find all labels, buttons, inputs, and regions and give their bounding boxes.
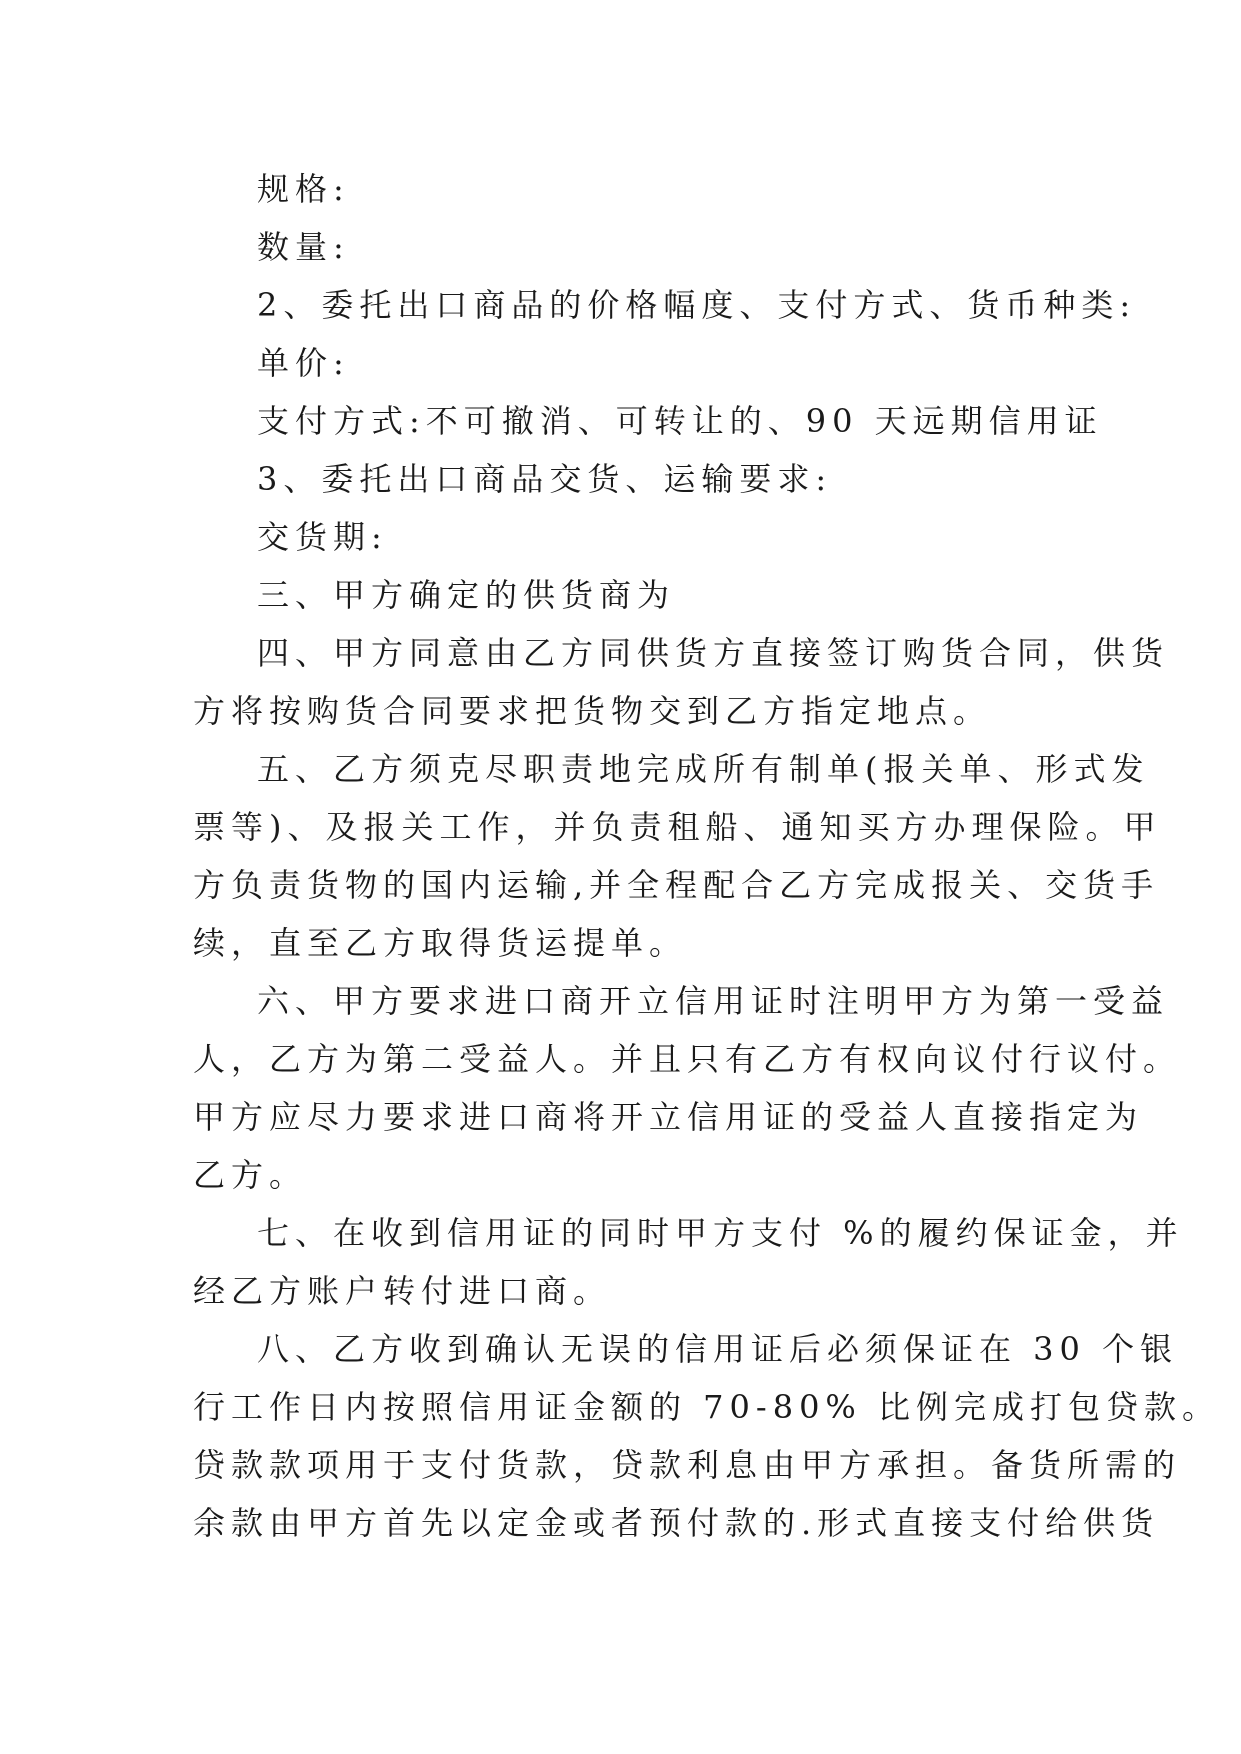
text-line: 余款由甲方首先以定金或者预付款的.形式直接支付给供货: [193, 1504, 1160, 1542]
text-line: 3、委托出口商品交货、运输要求:: [257, 460, 833, 498]
text-line: 行工作日内按照信用证金额的 70-80% 比例完成打包贷款。: [193, 1388, 1221, 1426]
text-line: 经乙方账户转付进口商。: [193, 1272, 612, 1310]
text-line: 单价:: [257, 344, 350, 382]
text-line: 方将按购货合同要求把货物交到乙方指定地点。: [193, 692, 992, 730]
paragraph-start: 六、甲方要求进口商开立信用证时注明甲方为第一受益: [257, 982, 1170, 1020]
text-line: 2、委托出口商品的价格幅度、支付方式、货币种类:: [257, 286, 1137, 324]
paragraph-start: 五、乙方须克尽职责地完成所有制单(报关单、形式发: [257, 750, 1150, 788]
text-line: 人，乙方为第二受益人。并且只有乙方有权向议付行议付。: [193, 1040, 1182, 1078]
text-line: 票等)、及报关工作，并负责租船、通知买方办理保险。甲: [193, 808, 1162, 846]
text-line: 方负责货物的国内运输,并全程配合乙方完成报关、交货手: [193, 866, 1160, 904]
text-line: 规格:: [257, 170, 350, 208]
text-line: 乙方。: [193, 1156, 308, 1194]
text-line: 甲方应尽力要求进口商将开立信用证的受益人直接指定为: [193, 1098, 1144, 1136]
text-line: 数量:: [257, 228, 350, 266]
text-line: 交货期:: [257, 518, 388, 556]
text-line: 贷款款项用于支付货款，贷款利息由甲方承担。备货所需的: [193, 1446, 1182, 1484]
text-line: 支付方式:不可撤消、可转让的、90 天远期信用证: [257, 402, 1103, 440]
paragraph-start: 八、乙方收到确认无误的信用证后必须保证在 30 个银: [257, 1330, 1179, 1368]
text-line: 三、甲方确定的供货商为: [257, 576, 676, 614]
paragraph-start: 七、在收到信用证的同时甲方支付 %的履约保证金，并: [257, 1214, 1184, 1252]
document-body: [193, 160, 1221, 1552]
text-line: 续，直至乙方取得货运提单。: [193, 924, 688, 962]
paragraph-start: 四、甲方同意由乙方同供货方直接签订购货合同，供货: [257, 634, 1170, 672]
